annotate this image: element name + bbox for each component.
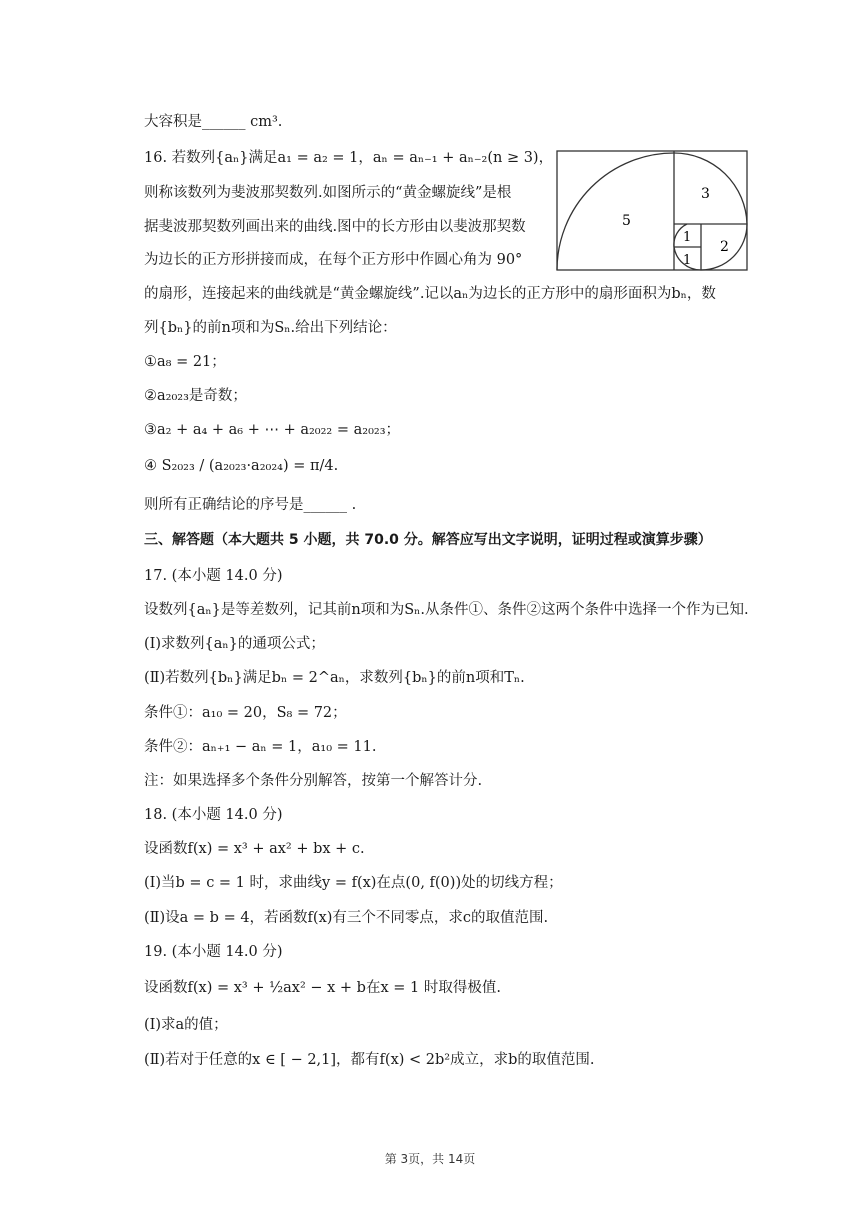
square-label-1b: 1 bbox=[683, 253, 692, 268]
text-line: 据斐波那契数列画出来的曲线.图中的长方形由以斐波那契数 bbox=[144, 219, 526, 235]
text-line: (Ⅱ)设a = b = 4，若函数f(x)有三个不同零点，求c的取值范围. bbox=[144, 910, 549, 926]
section-heading: 三、解答题（本大题共 5 小题，共 70.0 分。解答应写出文字说明，证明过程或演算步骤） bbox=[144, 532, 712, 548]
square-label-1a: 1 bbox=[683, 230, 692, 245]
text-line: 条件①：a₁₀ = 20，S₈ = 72； bbox=[144, 705, 347, 721]
text-line: 列{bₙ}的前n项和为Sₙ.给出下列结论： bbox=[144, 320, 397, 336]
text-line: 注：如果选择多个条件分别解答，按第一个解答计分. bbox=[144, 773, 483, 789]
square-label-5: 5 bbox=[622, 213, 631, 229]
conclusion-4: ④ S₂₀₂₃ / (a₂₀₂₃·a₂₀₂₄) = π/4. bbox=[144, 458, 339, 474]
problem-16-line: 16. 若数列{aₙ}满足a₁ = a₂ = 1，aₙ = aₙ₋₁ + aₙ₋₂(n ≥ 3)， bbox=[144, 150, 554, 166]
text-line: 则称该数列为斐波那契数列.如图所示的“黄金螺旋线”是根 bbox=[144, 185, 512, 201]
conclusion-2: ②a₂₀₂₃是奇数； bbox=[144, 388, 247, 404]
text-line: (Ⅰ)当b = c = 1 时，求曲线y = f(x)在点(0, f(0))处的切线方程； bbox=[144, 875, 563, 891]
conclusion-3: ③a₂ + a₄ + a₆ + ⋯ + a₂₀₂₂ = a₂₀₂₃； bbox=[144, 422, 401, 438]
text-line: 的扇形，连接起来的曲线就是“黄金螺旋线”.记以aₙ为边长的正方形中的扇形面积为bₙ，数 bbox=[144, 286, 716, 302]
conclusion-1: ①a₈ = 21； bbox=[144, 354, 226, 370]
problem-17-heading: 17. (本小题 14.0 分) bbox=[144, 568, 283, 584]
text-line: 设函数f(x) = x³ + ½ax² − x + b在x = 1 时取得极值. bbox=[144, 980, 501, 996]
problem-19-heading: 19. (本小题 14.0 分) bbox=[144, 944, 283, 960]
text-line: 为边长的正方形拼接而成，在每个正方形中作圆心角为 90° bbox=[144, 252, 523, 268]
text-line: (Ⅱ)若对于任意的x ∈ [ − 2,1]，都有f(x) < 2b²成立，求b的取值范围. bbox=[144, 1052, 595, 1068]
square-label-3: 3 bbox=[701, 186, 710, 202]
line-0: 大容积是______ cm³. bbox=[144, 114, 283, 130]
text-line: (Ⅱ)若数列{bₙ}满足bₙ = 2^aₙ，求数列{bₙ}的前n项和Tₙ. bbox=[144, 670, 525, 686]
text-line: 条件②：aₙ₊₁ − aₙ = 1，a₁₀ = 11. bbox=[144, 739, 377, 755]
text-line: 设函数f(x) = x³ + ax² + bx + c. bbox=[144, 841, 365, 857]
square-label-2: 2 bbox=[720, 239, 729, 255]
text-line: (Ⅰ)求数列{aₙ}的通项公式； bbox=[144, 636, 325, 652]
text-line: (Ⅰ)求a的值； bbox=[144, 1017, 228, 1033]
golden-spiral-figure bbox=[556, 150, 748, 272]
page-footer: 第 3页，共 14页 bbox=[384, 1152, 476, 1166]
text-line: 设数列{aₙ}是等差数列，记其前n项和为Sₙ.从条件①、条件②这两个条件中选择一个作为已知. bbox=[144, 602, 749, 618]
text-line: 则所有正确结论的序号是______ . bbox=[144, 497, 357, 513]
problem-18-heading: 18. (本小题 14.0 分) bbox=[144, 807, 283, 823]
